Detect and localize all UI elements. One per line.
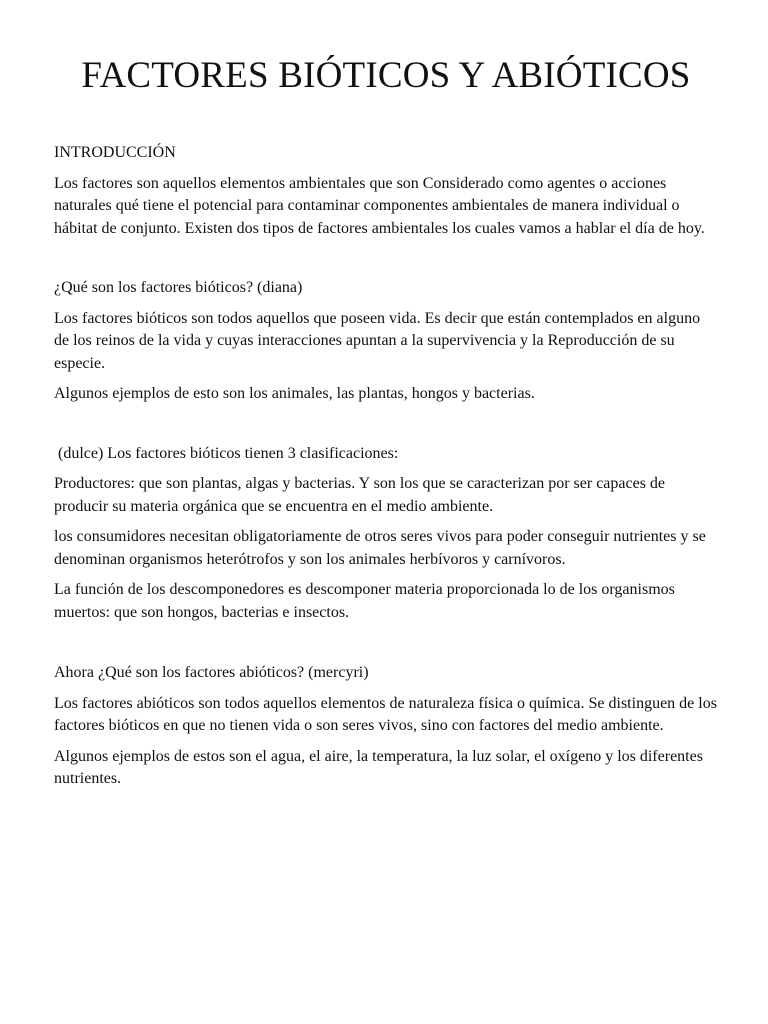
descomponedores-paragraph: La función de los descomponedores es descomponer materia proporcionada lo de los organismos muertos: que son hongos, bacterias e insectos.: [54, 581, 675, 621]
clasificaciones-heading: (dulce) Los factores bióticos tienen 3 clasificaciones:: [54, 444, 399, 462]
consumidores-paragraph: los consumidores necesitan obligatoriamente de otros seres vivos para poder conseguir nutrientes y se denominan organismos heterótrofos y son los animales herbívoros y carnívoros.: [54, 528, 706, 568]
bioticos-heading: ¿Qué son los factores bióticos? (diana): [54, 279, 303, 296]
intro-heading: INTRODUCCIÓN: [54, 144, 176, 161]
document-title: FACTORES BIÓTICOS Y ABIÓTICOS: [81, 55, 691, 96]
intro-paragraph: Los factores son aquellos elementos ambientales que son Considerado como agentes o acciones naturales qué tiene el potencial para contaminar componentes ambientales de manera individual o hábitat de conjunto. Existen dos tipos de factores ambientales los cuales vamos a hablar el día de hoy.: [54, 174, 705, 237]
abioticos-paragraph-2: Algunos ejemplos de estos son el agua, el aire, la temperatura, la luz solar, el oxígeno y los diferentes nutrientes.: [54, 747, 703, 787]
productores-paragraph: Productores: que son plantas, algas y bacterias. Y son los que se caracterizan por ser capaces de producir su materia orgánica que se encuentra en el medio ambiente.: [54, 475, 666, 515]
abioticos-heading: Ahora ¿Qué son los factores abióticos? (mercyri): [54, 664, 369, 681]
bioticos-paragraph-2: Algunos ejemplos de esto son los animales, las plantas, hongos y bacterias.: [54, 385, 535, 402]
abioticos-paragraph-1: Los factores abióticos son todos aquellos elementos de naturaleza física o química. Se distinguen de los factores bióticos en que no tienen vida o son seres vivos, sino con factores del medio ambiente.: [54, 694, 717, 734]
bioticos-paragraph-1: Los factores bióticos son todos aquellos que poseen vida. Es decir que están contemplados en alguno de los reinos de la vida y cuyas interacciones apuntan a la supervivencia y la Reproducción de su especie.: [54, 309, 701, 372]
